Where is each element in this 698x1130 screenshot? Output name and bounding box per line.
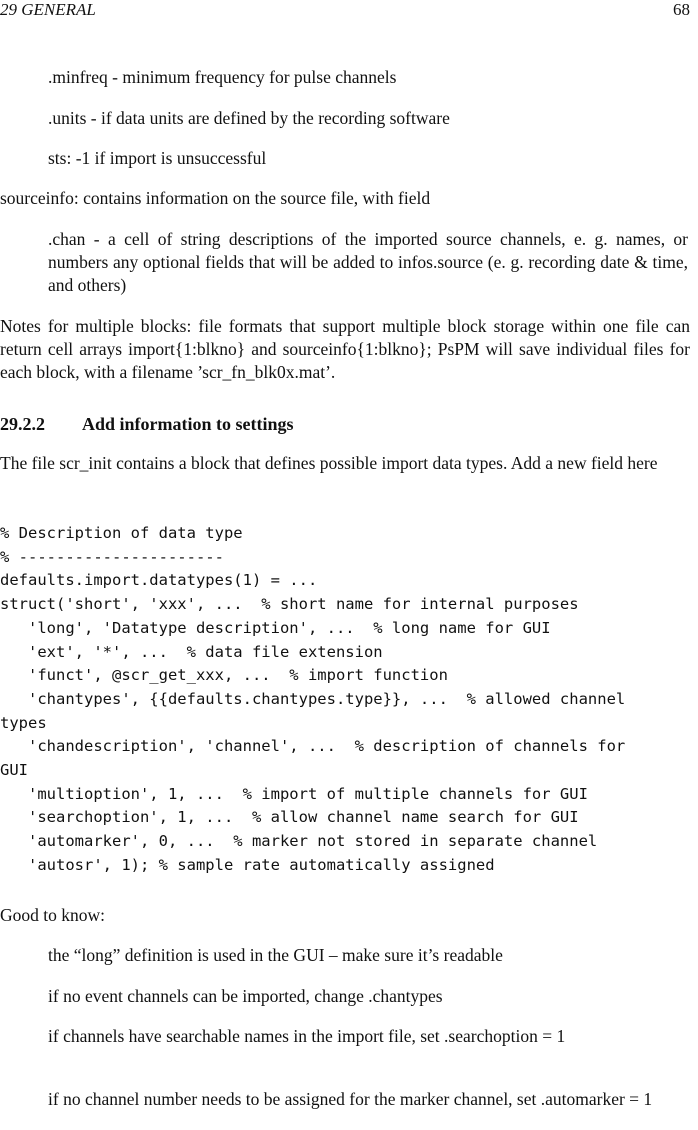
header-section-title: 29 GENERAL xyxy=(0,0,96,19)
code-line: 'searchoption', 1, ... % allow channel name search for GUI xyxy=(0,808,579,827)
tip-item-long-definition: the “long” definition is used in the GUI – make sure it’s readable xyxy=(48,945,503,965)
field-item-sts: sts: -1 if import is unsuccessful xyxy=(48,148,267,168)
sourceinfo-paragraph: sourceinfo: contains information on the source file, with field xyxy=(0,188,431,208)
code-line: 'funct', @scr_get_xxx, ... % import function xyxy=(0,666,448,685)
multiple-blocks-notes: Notes for multiple blocks: file formats that support multiple block storage within one file can return cell arrays import{1:blkno} and sourceinfo{1:blkno}; PsPM will save individual files for each block, with a filename ’scr_fn_blk0x.mat’. xyxy=(0,316,690,382)
code-line: struct('short', 'xxx', ... % short name for internal purposes xyxy=(0,595,579,614)
code-line: 'autosr', 1); % sample rate automatically assigned xyxy=(0,855,495,874)
tip-item-automarker: if no channel number needs to be assigned for the marker channel, set .automarker = 1 xyxy=(48,1089,653,1109)
section-heading xyxy=(0,413,690,436)
code-line: 'chantypes', {{defaults.chantypes.type}}, ... % allowed channel xyxy=(0,689,626,708)
code-line: % ---------------------- xyxy=(0,547,224,566)
code-line: 'multioption', 1, ... % import of multiple channels for GUI xyxy=(0,784,588,803)
code-line: types xyxy=(0,713,47,732)
code-line: 'automarker', 0, ... % marker not stored in separate channel xyxy=(0,832,598,851)
code-line: GUI xyxy=(0,761,28,780)
good-to-know-label: Good to know: xyxy=(0,905,105,925)
settings-intro-paragraph: The file scr_init contains a block that defines possible import data types. Add a new field here xyxy=(0,453,658,473)
code-line: 'ext', '*', ... % data file extension xyxy=(0,642,383,661)
chan-field-description: .chan - a cell of string descriptions of the imported source channels, e. g. names, or numbers any optional fields that will be added to infos.source (e. g. recording date & time, and others) xyxy=(48,229,688,295)
section-number: 29.2.2 xyxy=(0,414,45,434)
field-item-units: .units - if data units are defined by the recording software xyxy=(48,108,450,128)
section-title: Add information to settings xyxy=(82,414,294,434)
header-page-number: 68 xyxy=(673,0,690,19)
code-line: 'chandescription', 'channel', ... % description of channels for xyxy=(0,737,626,756)
code-listing xyxy=(0,522,698,878)
code-line: % Description of data type xyxy=(0,524,243,542)
field-item-minfreq: .minfreq - minimum frequency for pulse channels xyxy=(48,67,397,87)
running-header xyxy=(0,0,698,22)
tip-item-searchoption: if channels have searchable names in the import file, set .searchoption = 1 xyxy=(48,1026,566,1046)
code-line: defaults.import.datatypes(1) = ... xyxy=(0,571,318,590)
code-line: 'long', 'Datatype description', ... % long name for GUI xyxy=(0,618,551,637)
tip-item-chantypes: if no event channels can be imported, change .chantypes xyxy=(48,986,443,1006)
